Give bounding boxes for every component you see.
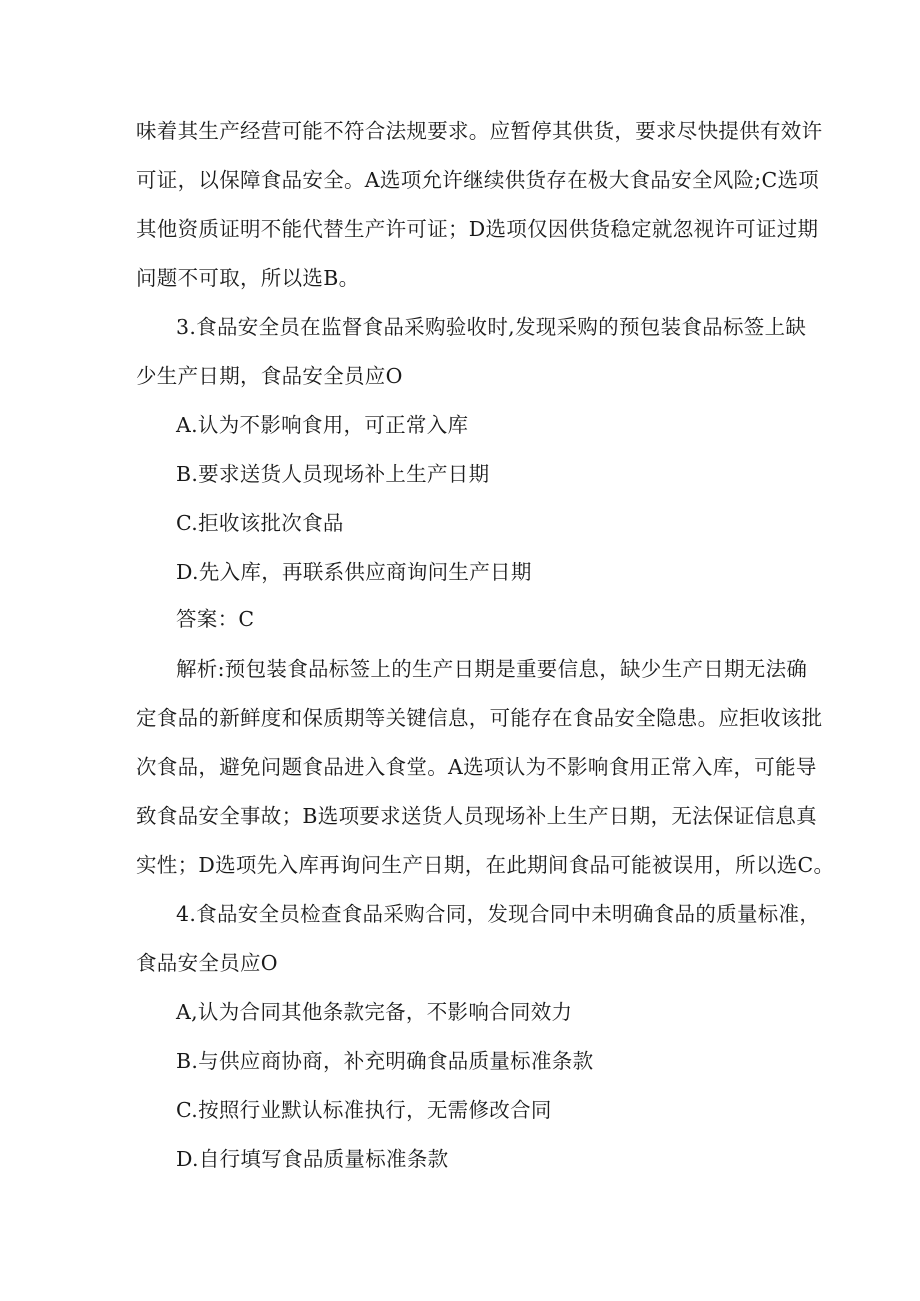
option-d: D.先入库，再联系供应商询问生产日期	[176, 560, 532, 584]
explanation-line: 定食品的新鲜度和保质期等关键信息，可能存在食品安全隐患。应拒收该批	[136, 706, 823, 730]
question-3-line: 3.食品安全员在监督食品采购验收时,发现采购的预包装食品标签上缺	[176, 315, 807, 339]
question-4-line: 4.食品安全员检查食品采购合同，发现合同中未明确食品的质量标准，	[176, 902, 821, 926]
explanation-line: 致食品安全事故；B选项要求送货人员现场补上生产日期，无法保证信息真	[136, 804, 817, 828]
text-line: 其他资质证明不能代替生产许可证；D选项仅因供货稳定就忽视许可证过期	[136, 217, 819, 241]
question-4-line: 食品安全员应O	[136, 951, 278, 975]
text-line: 问题不可取，所以选B。	[136, 266, 360, 290]
text-line: 可证，以保障食品安全。A选项允许继续供货存在极大食品安全风险;C选项	[136, 168, 820, 192]
explanation-line: 解析:预包装食品标签上的生产日期是重要信息，缺少生产日期无法确	[176, 657, 808, 681]
option-c: C.按照行业默认标准执行，无需修改合同	[176, 1098, 552, 1122]
explanation-line: 次食品，避免问题食品进入食堂。A选项认为不影响食用正常入库，可能导	[136, 755, 817, 779]
option-b: B.与供应商协商，补充明确食品质量标准条款	[176, 1049, 594, 1073]
text-line: 味着其生产经营可能不符合法规要求。应暂停其供货，要求尽快提供有效许	[136, 119, 823, 143]
option-a: A,认为合同其他条款完备，不影响合同效力	[176, 1000, 573, 1024]
question-3-line: 少生产日期，食品安全员应O	[136, 364, 403, 388]
answer: 答案：C	[176, 607, 255, 631]
option-d: D.自行填写食品质量标准条款	[176, 1147, 449, 1171]
option-c: C.拒收该批次食品	[176, 511, 344, 535]
explanation-line: 实性；D选项先入库再询问生产日期，在此期间食品可能被误用，所以选C。	[136, 853, 835, 877]
option-b: B.要求送货人员现场补上生产日期	[176, 462, 490, 486]
option-a: A.认为不影响食用，可正常入库	[176, 413, 469, 437]
